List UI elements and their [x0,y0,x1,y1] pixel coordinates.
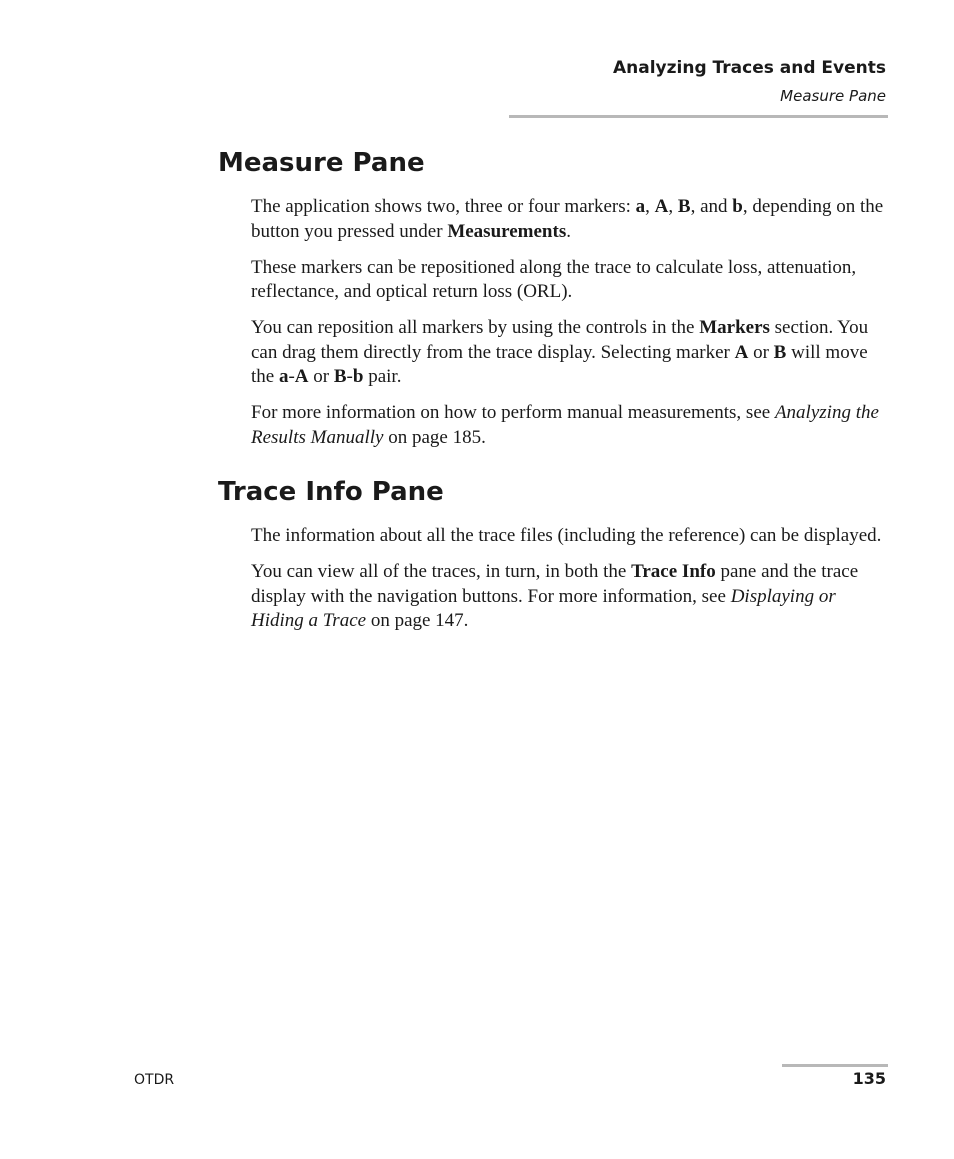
marker-label: a [635,196,646,217]
trace-info-pane-heading: Trace Info Pane [218,477,444,507]
measurements-term: Measurements [447,220,567,242]
trace-info-paragraph-2: You can view all of the traces, in turn, in both the Trace Info pane and the trace display with the navigation buttons. For more information, see Displaying or Hiding a Trace on page 147. [251,561,859,631]
header-divider [509,115,888,118]
marker-label: A [654,196,669,217]
trace-info-paragraph-1: The information about all the trace files (including the reference) can be displayed. [251,525,882,546]
footer-divider [782,1064,888,1067]
measure-pane-paragraph-2: These markers can be repositioned along the trace to calculate loss, attenuation, reflectance, and optical return loss (ORL). [251,256,857,302]
running-header [613,56,886,107]
trace-info-term: Trace Info [631,561,716,582]
page-number: 135 [852,1069,886,1088]
measure-pane-paragraph-4: For more information on how to perform manual measurements, see Analyzing the Results Manually on page 185. [251,402,879,448]
measure-pane-paragraph-1: The application shows two, three or four markers: a, A, B, and b, depending on the button you pressed under Measurements. [251,196,884,242]
header-chapter-title: Analyzing Traces and Events [612,58,886,78]
cross-reference-link[interactable]: Analyzing the Results Manually [251,402,879,448]
measure-pane-heading: Measure Pane [218,148,425,178]
trace-info-pane-body [251,524,891,645]
footer-product-name: OTDR [134,1072,175,1088]
header-section-title: Measure Pane [780,87,886,105]
markers-term: Markers [699,317,770,338]
measure-pane-body [251,195,891,462]
cross-reference-link[interactable]: Displaying or Hiding a Trace [251,585,836,631]
marker-label: b [732,196,743,217]
marker-label: B [677,196,691,217]
measure-pane-paragraph-3: You can reposition all markers by using the controls in the Markers section. You can drag them directly from the trace display. Selecting marker A or B will move the a-A or B-b pair. [251,317,869,387]
